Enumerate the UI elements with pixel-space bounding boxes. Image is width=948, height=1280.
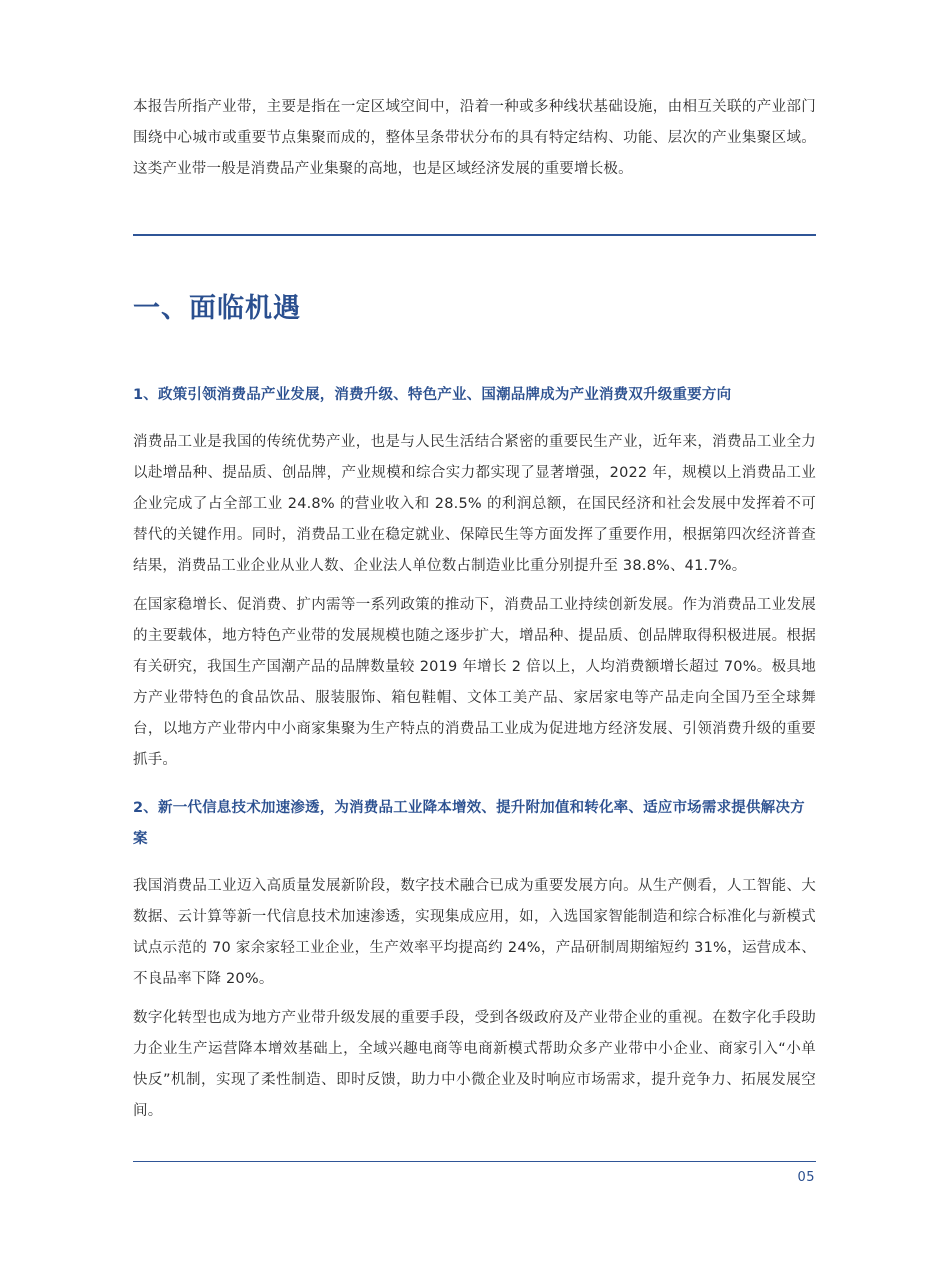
- body-paragraph-3: 我国消费品工业迈入高质量发展新阶段，数字技术融合已成为重要发展方向。从生产侧看，人工智能、大数据、云计算等新一代信息技术加速渗透，实现集成应用，如，入选国家智能制造和综合标准化与新模式试点示范的 70 家余家轻工业企业，生产效率平均提高约 24%，产品研制周期缩短约 31%，运营成本、不良品率下降 20%。: [133, 878, 816, 987]
- subsection-heading-1: 1、政策引领消费品产业发展，消费升级、特色产业、国潮品牌成为产业消费双升级重要方向: [133, 387, 732, 403]
- body-paragraph-4: 数字化转型也成为地方产业带升级发展的重要手段，受到各级政府及产业带企业的重视。在数字化手段助力企业生产运营降本增效基础上，全域兴趣电商等电商新模式帮助众多产业带中小企业、商家引入“小单快反”机制，实现了柔性制造、即时反馈，助力中小微企业及时响应市场需求，提升竞争力、拓展发展空间。: [133, 1010, 816, 1119]
- body-paragraph-2: 在国家稳增长、促消费、扩内需等一系列政策的推动下，消费品工业持续创新发展。作为消费品工业发展的主要载体，地方特色产业带的发展规模也随之逐步扩大，增品种、提品质、创品牌取得积极进展。根据有关研究，我国生产国潮产品的品牌数量较 2019 年增长 2 倍以上，人均消费额增长超过 70%。极具地方产业带特色的食品饮品、服装服饰、箱包鞋帽、文体工美产品、家居家电等产品走向全国乃至全球舞台，以地方产业带内中小商家集聚为生产特点的消费品工业成为促进地方经济发展、引领消费升级的重要抓手。: [133, 597, 816, 768]
- footer-divider: [133, 1161, 816, 1162]
- body-paragraph-1: 消费品工业是我国的传统优势产业，也是与人民生活结合紧密的重要民生产业，近年来，消费品工业全力以赴增品种、提品质、创品牌，产业规模和综合实力都实现了显著增强，2022 年，规模以上消费品工业企业完成了占全部工业 24.8% 的营业收入和 28.5% 的利润总额，在国民经济和社会发展中发挥着不可替代的关键作用。同时，消费品工业在稳定就业、保障民生等方面发挥了重要作用，根据第四次经济普查结果，消费品工业企业从业人数、企业法人单位数占制造业比重分别提升至 38.8%、41.7%。: [133, 434, 816, 574]
- section-title: 一、面临机遇: [133, 293, 301, 324]
- page-number: 05: [797, 1170, 815, 1185]
- intro-paragraph: 本报告所指产业带，主要是指在一定区域空间中，沿着一种或多种线状基础设施，由相互关联的产业部门围绕中心城市或重要节点集聚而成的，整体呈条带状分布的具有特定结构、功能、层次的产业集聚区域。这类产业带一般是消费品产业集聚的高地，也是区域经济发展的重要增长极。: [133, 99, 816, 177]
- section-divider-top: [133, 234, 816, 236]
- subsection-heading-2: 2、新一代信息技术加速渗透，为消费品工业降本增效、提升附加值和转化率、适应市场需求提供解决方案: [133, 800, 805, 847]
